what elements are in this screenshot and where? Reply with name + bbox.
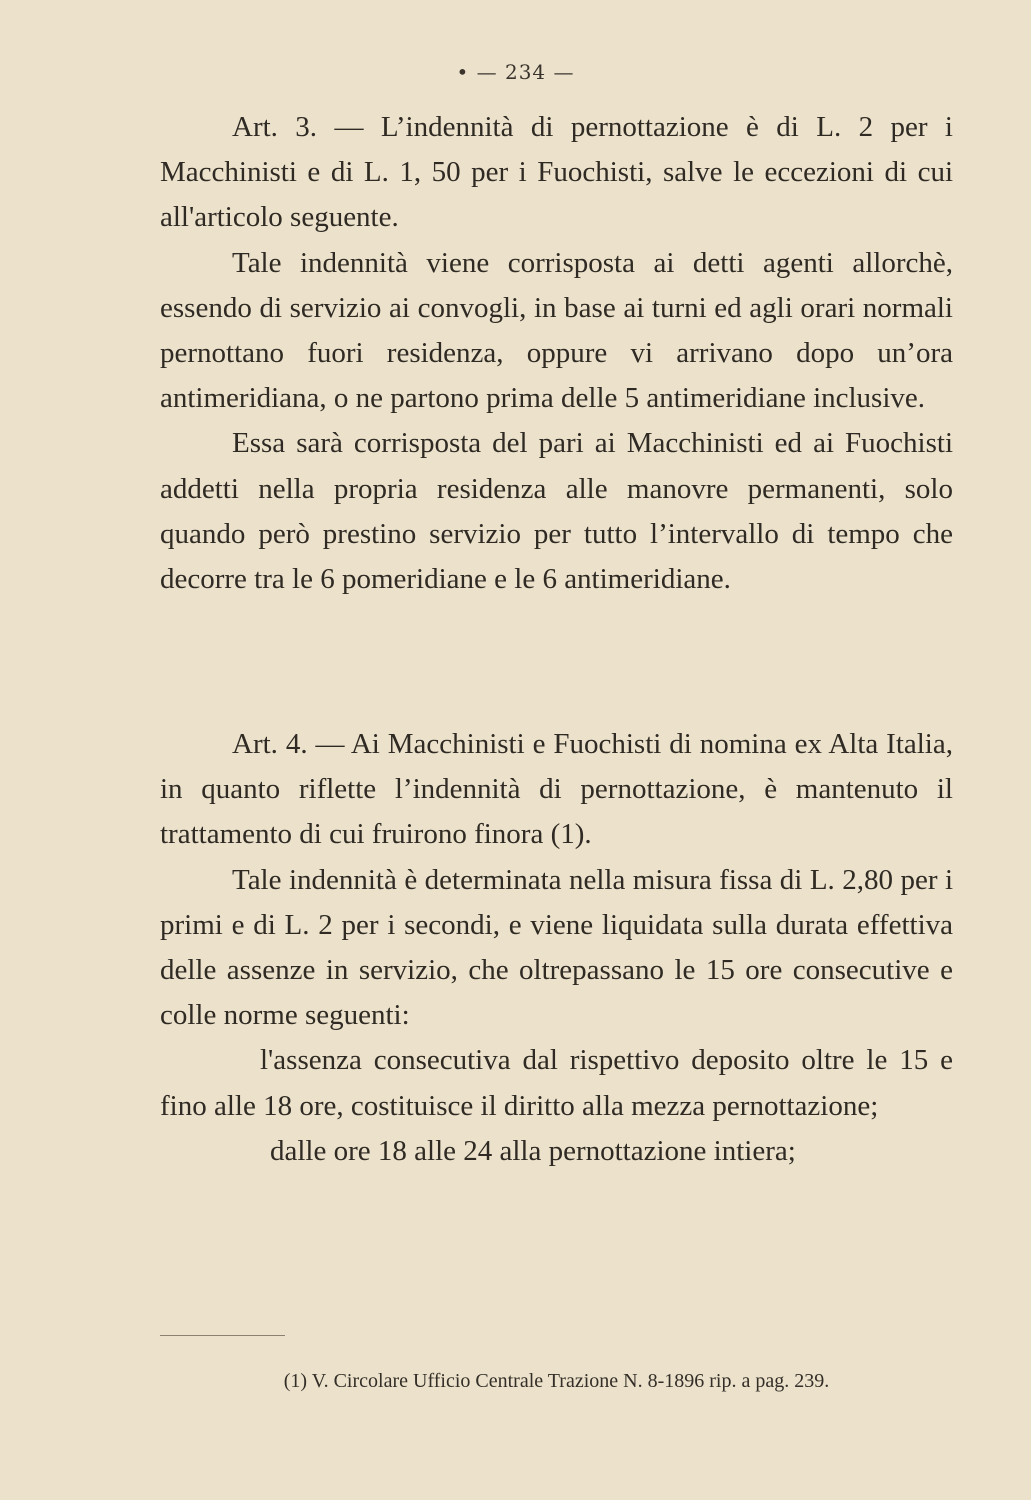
article-3-paragraph-2: Tale indennità viene corrisposta ai detti agenti allorchè, essendo di servizio ai convogli, in base ai turni ed agli orari normali pernottano fuori residenza, oppure vi arrivano dopo un’ora antimeridiana, o ne partono prima delle 5 antimeridiane inclusive. xyxy=(160,246,953,415)
article-3-paragraph-1: Art. 3. — L’indennità di pernottazione è di L. 2 per i Macchinisti e di L. 1, 50 per i Fuochisti, salve le eccezioni di cui all'articolo seguente. xyxy=(160,111,953,234)
article-4-paragraph-1: Art. 4. — Ai Macchinisti e Fuochisti di nomina ex Alta Italia, in quanto riflette l’indennità di pernottazione, è mantenuto il trattamento di cui fruirono finora (1). xyxy=(160,728,953,851)
article-4 xyxy=(160,722,953,1174)
article-3-paragraph-3: Essa sarà corrisposta del pari ai Macchinisti ed ai Fuochisti addetti nella propria residenza alle manovre permanenti, solo quando però prestino servizio per tutto l’intervallo di tempo che decorre tra le 6 pomeridiane e le 6 antimeridiane. xyxy=(160,427,953,596)
article-4-rule-1: l'assenza consecutiva dal rispettivo deposito oltre le 15 e fino alle 18 ore, costituisce il diritto alla mezza pernottazione; xyxy=(160,1044,953,1122)
article-3 xyxy=(160,105,953,602)
page-number: • — 234 — xyxy=(456,60,575,84)
footnote: (1) V. Circolare Ufficio Centrale Trazione N. 8-1896 rip. a pag. 239. xyxy=(283,1370,830,1392)
footnote-divider xyxy=(160,1335,285,1336)
article-4-paragraph-2: Tale indennità è determinata nella misura fissa di L. 2,80 per i primi e di L. 2 per i secondi, e viene liquidata sulla durata effettiva delle assenze in servizio, che oltrepassano le 15 ore consecutive e colle norme seguenti: xyxy=(160,863,953,1032)
article-4-rule-2: dalle ore 18 alle 24 alla pernottazione intiera; xyxy=(270,1134,796,1167)
